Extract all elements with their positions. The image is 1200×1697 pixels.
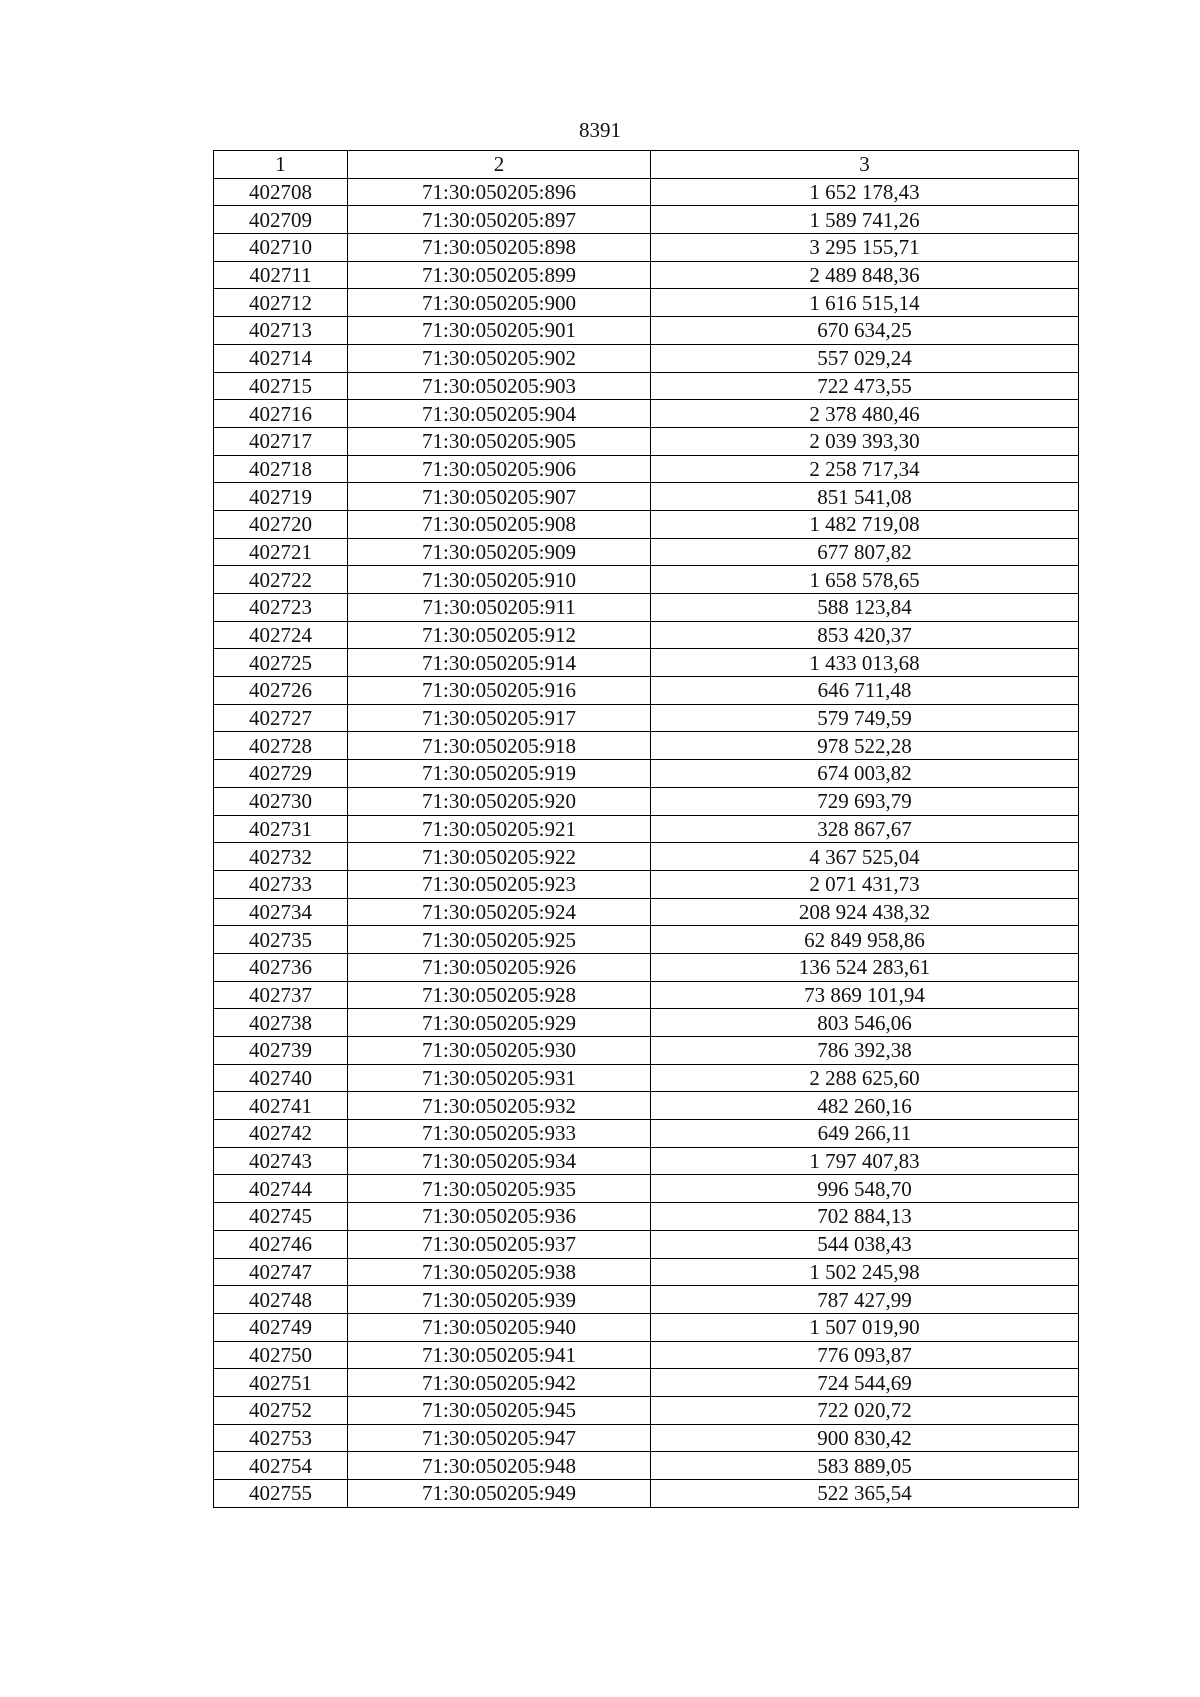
table-row (214, 1092, 1079, 1120)
header-cell-col2: 2 (348, 151, 651, 179)
value-cell: 674 003,82 (651, 760, 1079, 788)
cadastral-number-cell: 71:30:050205:908 (348, 510, 651, 538)
row-number-cell: 402713 (214, 317, 348, 345)
row-number-cell: 402708 (214, 178, 348, 206)
row-number-cell: 402717 (214, 427, 348, 455)
table-row (214, 234, 1079, 262)
table-row (214, 1009, 1079, 1037)
row-number-cell: 402747 (214, 1258, 348, 1286)
row-number-cell: 402736 (214, 953, 348, 981)
value-cell: 649 266,11 (651, 1120, 1079, 1148)
value-cell: 1 507 019,90 (651, 1313, 1079, 1341)
row-number-cell: 402731 (214, 815, 348, 843)
cadastral-number-cell: 71:30:050205:922 (348, 843, 651, 871)
value-cell: 787 427,99 (651, 1286, 1079, 1314)
table-row (214, 815, 1079, 843)
value-cell: 996 548,70 (651, 1175, 1079, 1203)
table-row (214, 455, 1079, 483)
cadastral-number-cell: 71:30:050205:928 (348, 981, 651, 1009)
row-number-cell: 402721 (214, 538, 348, 566)
cadastral-number-cell: 71:30:050205:923 (348, 870, 651, 898)
page-number: 8391 (579, 118, 621, 142)
cadastral-number-cell: 71:30:050205:925 (348, 926, 651, 954)
row-number-cell: 402711 (214, 261, 348, 289)
table-row (214, 317, 1079, 345)
cadastral-number-cell: 71:30:050205:917 (348, 704, 651, 732)
value-cell: 2 378 480,46 (651, 400, 1079, 428)
cadastral-number-cell: 71:30:050205:910 (348, 566, 651, 594)
table-row (214, 594, 1079, 622)
row-number-cell: 402718 (214, 455, 348, 483)
cadastral-number-cell: 71:30:050205:898 (348, 234, 651, 262)
cadastral-number-cell: 71:30:050205:912 (348, 621, 651, 649)
row-number-cell: 402742 (214, 1120, 348, 1148)
row-number-cell: 402722 (214, 566, 348, 594)
value-cell: 1 482 719,08 (651, 510, 1079, 538)
row-number-cell: 402732 (214, 843, 348, 871)
value-cell: 776 093,87 (651, 1341, 1079, 1369)
row-number-cell: 402752 (214, 1396, 348, 1424)
value-cell: 3 295 155,71 (651, 234, 1079, 262)
header-cell-col1: 1 (214, 151, 348, 179)
table-row (214, 1369, 1079, 1397)
header-cell-col3: 3 (651, 151, 1079, 179)
cadastral-number-cell: 71:30:050205:919 (348, 760, 651, 788)
cadastral-number-cell: 71:30:050205:939 (348, 1286, 651, 1314)
cadastral-number-cell: 71:30:050205:942 (348, 1369, 651, 1397)
cadastral-number-cell: 71:30:050205:921 (348, 815, 651, 843)
cadastral-number-cell: 71:30:050205:909 (348, 538, 651, 566)
table-row (214, 1037, 1079, 1065)
row-number-cell: 402745 (214, 1203, 348, 1231)
row-number-cell: 402750 (214, 1341, 348, 1369)
row-number-cell: 402754 (214, 1452, 348, 1480)
cadastral-number-cell: 71:30:050205:926 (348, 953, 651, 981)
table-row (214, 538, 1079, 566)
value-cell: 2 258 717,34 (651, 455, 1079, 483)
value-cell: 786 392,38 (651, 1037, 1079, 1065)
value-cell: 62 849 958,86 (651, 926, 1079, 954)
table-row (214, 1313, 1079, 1341)
table-row (214, 372, 1079, 400)
cadastral-number-cell: 71:30:050205:914 (348, 649, 651, 677)
row-number-cell: 402710 (214, 234, 348, 262)
table-row (214, 704, 1079, 732)
row-number-cell: 402735 (214, 926, 348, 954)
table-row (214, 344, 1079, 372)
table-row (214, 1120, 1079, 1148)
value-cell: 677 807,82 (651, 538, 1079, 566)
table-row (214, 898, 1079, 926)
table-row (214, 1203, 1079, 1231)
table-row (214, 261, 1079, 289)
table-row (214, 1396, 1079, 1424)
row-number-cell: 402751 (214, 1369, 348, 1397)
header-row (214, 151, 1079, 179)
table-row (214, 289, 1079, 317)
table-row (214, 1175, 1079, 1203)
value-cell: 73 869 101,94 (651, 981, 1079, 1009)
value-cell: 544 038,43 (651, 1230, 1079, 1258)
table-row (214, 1064, 1079, 1092)
row-number-cell: 402748 (214, 1286, 348, 1314)
row-number-cell: 402715 (214, 372, 348, 400)
cadastral-number-cell: 71:30:050205:907 (348, 483, 651, 511)
row-number-cell: 402720 (214, 510, 348, 538)
table-row (214, 206, 1079, 234)
cadastral-number-cell: 71:30:050205:920 (348, 787, 651, 815)
cadastral-number-cell: 71:30:050205:906 (348, 455, 651, 483)
cadastral-number-cell: 71:30:050205:935 (348, 1175, 651, 1203)
cadastral-number-cell: 71:30:050205:947 (348, 1424, 651, 1452)
cadastral-number-cell: 71:30:050205:900 (348, 289, 651, 317)
cadastral-number-cell: 71:30:050205:937 (348, 1230, 651, 1258)
value-cell: 328 867,67 (651, 815, 1079, 843)
table-header (214, 151, 1079, 179)
cadastral-number-cell: 71:30:050205:930 (348, 1037, 651, 1065)
value-cell: 2 288 625,60 (651, 1064, 1079, 1092)
table-row (214, 1147, 1079, 1175)
cadastral-number-cell: 71:30:050205:932 (348, 1092, 651, 1120)
row-number-cell: 402740 (214, 1064, 348, 1092)
value-cell: 803 546,06 (651, 1009, 1079, 1037)
table-row (214, 1230, 1079, 1258)
cadastral-number-cell: 71:30:050205:938 (348, 1258, 651, 1286)
table-row (214, 677, 1079, 705)
table-row (214, 427, 1079, 455)
row-number-cell: 402749 (214, 1313, 348, 1341)
value-cell: 136 524 283,61 (651, 953, 1079, 981)
table-row (214, 400, 1079, 428)
row-number-cell: 402743 (214, 1147, 348, 1175)
row-number-cell: 402738 (214, 1009, 348, 1037)
table-row (214, 981, 1079, 1009)
cadastral-number-cell: 71:30:050205:901 (348, 317, 651, 345)
table-row (214, 649, 1079, 677)
value-cell: 2 039 393,30 (651, 427, 1079, 455)
value-cell: 722 020,72 (651, 1396, 1079, 1424)
cadastral-number-cell: 71:30:050205:916 (348, 677, 651, 705)
table-row (214, 926, 1079, 954)
value-cell: 579 749,59 (651, 704, 1079, 732)
value-cell: 646 711,48 (651, 677, 1079, 705)
value-cell: 729 693,79 (651, 787, 1079, 815)
value-cell: 722 473,55 (651, 372, 1079, 400)
value-cell: 1 589 741,26 (651, 206, 1079, 234)
table-row (214, 1424, 1079, 1452)
cadastral-number-cell: 71:30:050205:899 (348, 261, 651, 289)
value-cell: 724 544,69 (651, 1369, 1079, 1397)
table-row (214, 566, 1079, 594)
row-number-cell: 402712 (214, 289, 348, 317)
row-number-cell: 402737 (214, 981, 348, 1009)
cadastral-number-cell: 71:30:050205:929 (348, 1009, 651, 1037)
table-row (214, 843, 1079, 871)
table-row (214, 953, 1079, 981)
table-row (214, 1286, 1079, 1314)
value-cell: 583 889,05 (651, 1452, 1079, 1480)
row-number-cell: 402723 (214, 594, 348, 622)
row-number-cell: 402733 (214, 870, 348, 898)
cadastral-number-cell: 71:30:050205:924 (348, 898, 651, 926)
cadastral-number-cell: 71:30:050205:948 (348, 1452, 651, 1480)
value-cell: 702 884,13 (651, 1203, 1079, 1231)
cadastral-number-cell: 71:30:050205:918 (348, 732, 651, 760)
registry-table (213, 150, 1079, 1508)
row-number-cell: 402755 (214, 1480, 348, 1508)
value-cell: 4 367 525,04 (651, 843, 1079, 871)
row-number-cell: 402726 (214, 677, 348, 705)
value-cell: 482 260,16 (651, 1092, 1079, 1120)
value-cell: 853 420,37 (651, 621, 1079, 649)
value-cell: 670 634,25 (651, 317, 1079, 345)
value-cell: 978 522,28 (651, 732, 1079, 760)
row-number-cell: 402744 (214, 1175, 348, 1203)
row-number-cell: 402725 (214, 649, 348, 677)
cadastral-number-cell: 71:30:050205:933 (348, 1120, 651, 1148)
row-number-cell: 402741 (214, 1092, 348, 1120)
value-cell: 2 489 848,36 (651, 261, 1079, 289)
row-number-cell: 402709 (214, 206, 348, 234)
cadastral-number-cell: 71:30:050205:940 (348, 1313, 651, 1341)
row-number-cell: 402746 (214, 1230, 348, 1258)
value-cell: 1 652 178,43 (651, 178, 1079, 206)
value-cell: 208 924 438,32 (651, 898, 1079, 926)
value-cell: 1 616 515,14 (651, 289, 1079, 317)
table-row (214, 483, 1079, 511)
table-row (214, 870, 1079, 898)
table-body (214, 178, 1079, 1507)
cadastral-number-cell: 71:30:050205:905 (348, 427, 651, 455)
table-row (214, 178, 1079, 206)
table-row (214, 1452, 1079, 1480)
cadastral-number-cell: 71:30:050205:911 (348, 594, 651, 622)
table-row (214, 510, 1079, 538)
value-cell: 1 433 013,68 (651, 649, 1079, 677)
cadastral-number-cell: 71:30:050205:936 (348, 1203, 651, 1231)
value-cell: 851 541,08 (651, 483, 1079, 511)
row-number-cell: 402724 (214, 621, 348, 649)
row-number-cell: 402716 (214, 400, 348, 428)
row-number-cell: 402739 (214, 1037, 348, 1065)
cadastral-number-cell: 71:30:050205:902 (348, 344, 651, 372)
table-row (214, 621, 1079, 649)
row-number-cell: 402727 (214, 704, 348, 732)
row-number-cell: 402729 (214, 760, 348, 788)
table-row (214, 1480, 1079, 1508)
value-cell: 900 830,42 (651, 1424, 1079, 1452)
value-cell: 557 029,24 (651, 344, 1079, 372)
table-row (214, 1258, 1079, 1286)
value-cell: 522 365,54 (651, 1480, 1079, 1508)
cadastral-number-cell: 71:30:050205:945 (348, 1396, 651, 1424)
row-number-cell: 402714 (214, 344, 348, 372)
value-cell: 1 502 245,98 (651, 1258, 1079, 1286)
value-cell: 1 797 407,83 (651, 1147, 1079, 1175)
cadastral-number-cell: 71:30:050205:904 (348, 400, 651, 428)
cadastral-number-cell: 71:30:050205:931 (348, 1064, 651, 1092)
cadastral-number-cell: 71:30:050205:897 (348, 206, 651, 234)
table-row (214, 732, 1079, 760)
value-cell: 2 071 431,73 (651, 870, 1079, 898)
cadastral-number-cell: 71:30:050205:949 (348, 1480, 651, 1508)
table-row (214, 1341, 1079, 1369)
cadastral-number-cell: 71:30:050205:934 (348, 1147, 651, 1175)
value-cell: 588 123,84 (651, 594, 1079, 622)
row-number-cell: 402734 (214, 898, 348, 926)
table-row (214, 787, 1079, 815)
cadastral-number-cell: 71:30:050205:903 (348, 372, 651, 400)
row-number-cell: 402719 (214, 483, 348, 511)
row-number-cell: 402730 (214, 787, 348, 815)
row-number-cell: 402728 (214, 732, 348, 760)
value-cell: 1 658 578,65 (651, 566, 1079, 594)
row-number-cell: 402753 (214, 1424, 348, 1452)
cadastral-number-cell: 71:30:050205:896 (348, 178, 651, 206)
table-row (214, 760, 1079, 788)
cadastral-number-cell: 71:30:050205:941 (348, 1341, 651, 1369)
